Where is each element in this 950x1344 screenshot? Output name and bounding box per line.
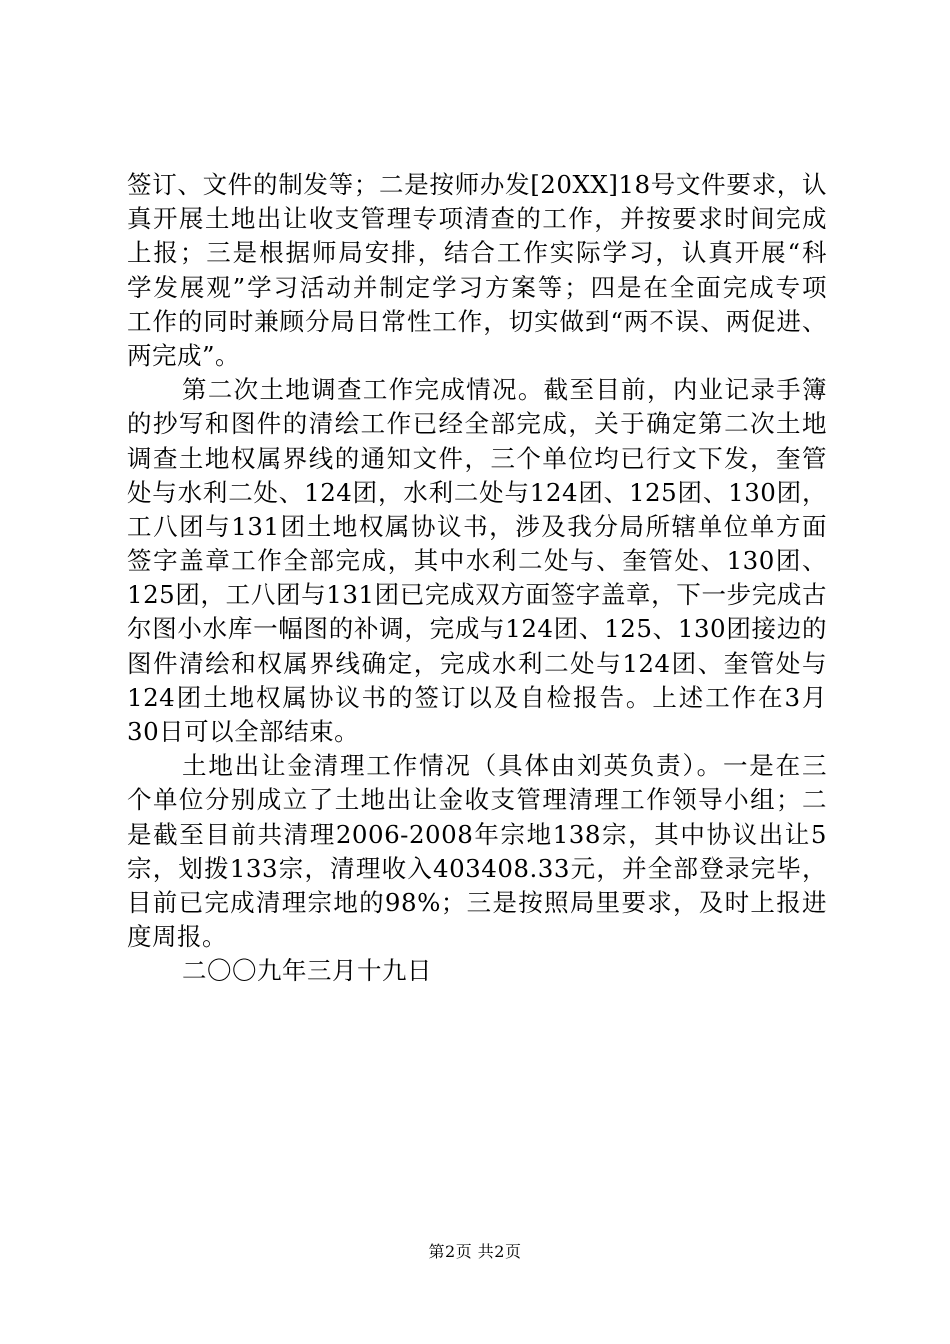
document-body <box>127 168 827 989</box>
text-line: 两完成”。 <box>127 340 241 370</box>
text-line: 图件清绘和权属界线确定，完成水利二处与124团、奎管处与 <box>127 648 827 678</box>
text-line: 是截至目前共清理2006-2008年宗地138宗，其中协议出让5 <box>127 819 827 849</box>
paragraph-heading-line: 第二次土地调查工作完成情况。截至目前，内业记录手簿 <box>182 375 827 405</box>
text-line: 度周报。 <box>127 922 227 952</box>
text-line: 上报；三是根据师局安排，结合工作实际学习，认真开展“科 <box>127 238 827 268</box>
text-line: 125团，工八团与131团已完成双方面签字盖章，下一步完成古 <box>127 580 827 610</box>
text-line: 签订、文件的制发等；二是按师办发[20XX]18号文件要求，认 <box>127 170 827 199</box>
text-line: 目前已完成清理宗地的98%；三是按照局里要求，及时上报进 <box>127 887 827 917</box>
paragraph-heading-line: 土地出让金清理工作情况（具体由刘英负责）。一是在三 <box>182 751 827 781</box>
text-line: 学发展观”学习活动并制定学习方案等；四是在全面完成专项 <box>127 272 827 302</box>
text-line: 宗，划拨133宗，清理收入403408.33元，并全部登录完毕， <box>127 853 827 883</box>
text-line: 124团土地权属协议书的签订以及自检报告。上述工作在3月 <box>127 682 827 712</box>
text-line: 处与水利二处、124团，水利二处与124团、125团、130团， <box>127 477 827 507</box>
text-line: 尔图小水库一幅图的补调，完成与124团、125、130团接边的 <box>127 614 827 644</box>
text-line: 真开展土地出让收支管理专项清查的工作，并按要求时间完成 <box>127 204 827 234</box>
text-line: 的抄写和图件的清绘工作已经全部完成，关于确定第二次土地 <box>127 409 827 439</box>
document-date: 二〇〇九年三月十九日 <box>182 956 432 986</box>
page-number-footer: 第2页 共2页 <box>428 1242 522 1261</box>
text-line: 签字盖章工作全部完成，其中水利二处与、奎管处、130团、 <box>127 546 827 576</box>
text-line: 调查土地权属界线的通知文件，三个单位均已行文下发，奎管 <box>127 443 827 473</box>
text-line: 个单位分别成立了土地出让金收支管理清理工作领导小组；二 <box>127 785 827 815</box>
text-line: 工作的同时兼顾分局日常性工作，切实做到“两不误、两促进、 <box>127 306 827 336</box>
text-line: 工八团与131团土地权属协议书，涉及我分局所辖单位单方面 <box>127 511 827 541</box>
text-line: 30日可以全部结束。 <box>127 717 360 746</box>
